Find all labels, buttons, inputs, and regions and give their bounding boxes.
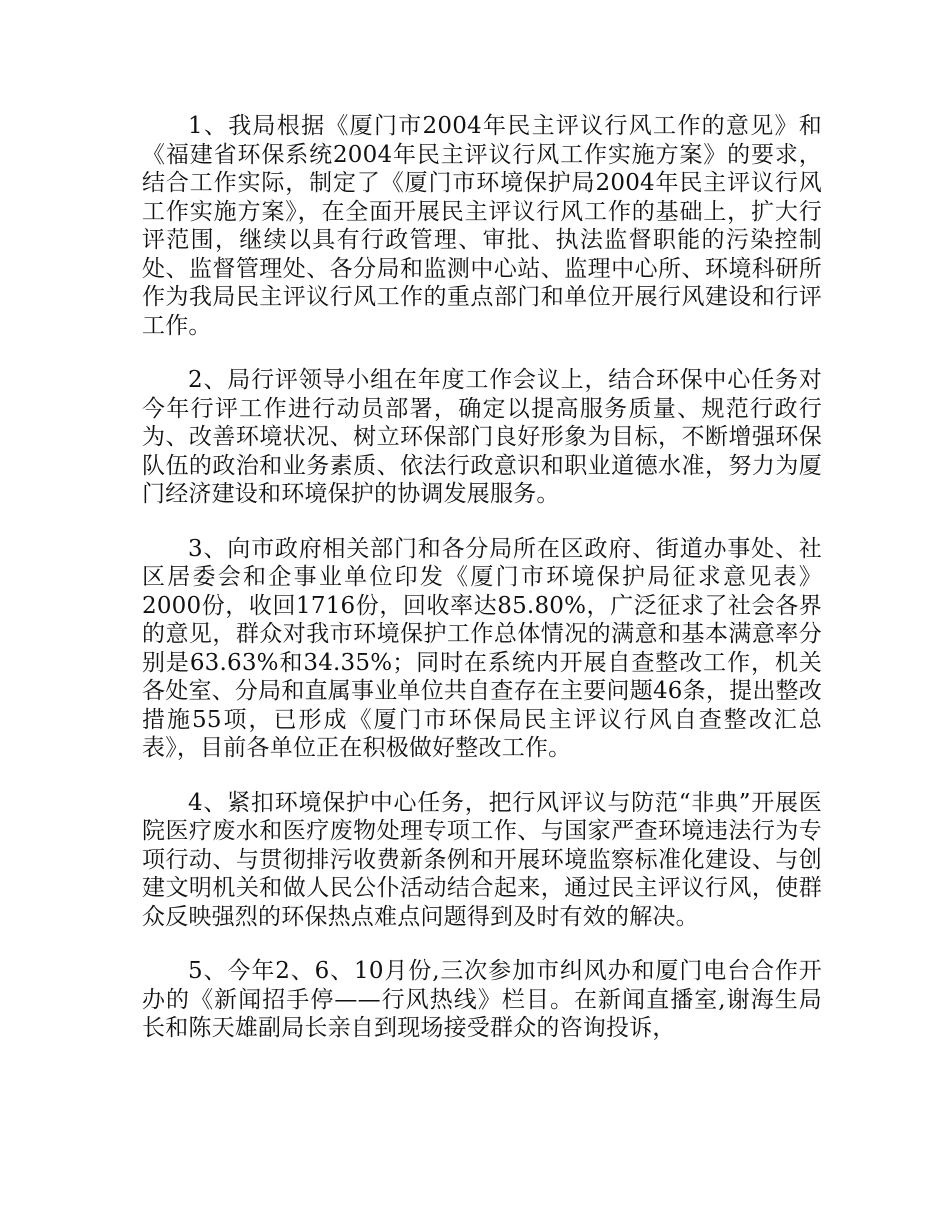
paragraph-3: 3、向市政府相关部门和各分局所在区政府、街道办事处、社区居委会和企事业单位印发《厦门市环境保护局征求意见表》2000份，收回1716份，回收率达85.80%，广泛征求了社会各界的意见，群众对我市环境保护工作总体情况的满意和基本满意率分别是63.63%和34.35%；同时在系统内开展自查整改工作，机关各处室、分局和直属事业单位共自查存在主要问题46条，提出整改措施55项，已形成《厦门市环保局民主评议行风自查整改汇总表》，目前各单位正在积极做好整改工作。 xyxy=(142,535,822,761)
document-body xyxy=(142,112,822,1069)
paragraph-1: 1、我局根据《厦门市2004年民主评议行风工作的意见》和《福建省环保系统2004年民主评议行风工作实施方案》的要求，结合工作实际，制定了《厦门市环境保护局2004年民主评议行风工作实施方案》，在全面开展民主评议行风工作的基础上，扩大行评范围，继续以具有行政管理、审批、执法监督职能的污染控制处、监督管理处、各分局和监测中心站、监理中心所、环境科研所作为我局民主评议行风工作的重点部门和单位开展行风建设和行评工作。 xyxy=(142,113,822,339)
paragraph-2: 2、局行评领导小组在年度工作会议上，结合环保中心任务对今年行评工作进行动员部署，确定以提高服务质量、规范行政行为、改善环境状况、树立环保部门良好形象为目标，不断增强环保队伍的政治和业务素质、依法行政意识和职业道德水准，努力为厦门经济建设和环境保护的协调发展服务。 xyxy=(142,367,822,507)
paragraph-4: 4、紧扣环境保护中心任务，把行风评议与防范“非典”开展医院医疗废水和医疗废物处理专项工作、与国家严查环境违法行为专项行动、与贯彻排污收费新条例和开展环境监察标准化建设、与创建文明机关和做人民公仆活动结合起来，通过民主评议行风，使群众反映强烈的环保热点难点问题得到及时有效的解决。 xyxy=(142,789,822,930)
paragraph-5: 5、今年2、6、10月份,三次参加市纠风办和厦门电台合作开办的《新闻招手停——行风热线》栏目。在新闻直播室,谢海生局长和陈天雄副局长亲自到现场接受群众的咨询投诉， xyxy=(142,958,822,1041)
